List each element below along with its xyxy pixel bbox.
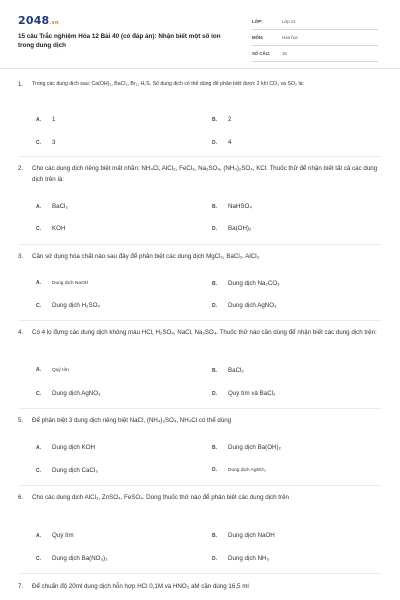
option-text: 1 xyxy=(52,116,56,123)
question-stem xyxy=(18,493,382,504)
option-letter: D. xyxy=(212,391,217,397)
meta-box xyxy=(252,14,378,62)
question-stem xyxy=(18,582,382,593)
question-text: Để chuẩn độ 20ml dung dịch hỗn hợp HCl 0,1M và HNO₃ aM cần dùng 16,5 ml xyxy=(32,583,249,590)
option-letter: D. xyxy=(212,303,217,309)
question-number: 3. xyxy=(18,253,24,260)
question-5 xyxy=(18,416,382,427)
option-letter: C. xyxy=(36,226,41,232)
option-b[interactable] xyxy=(212,367,244,374)
option-letter: C. xyxy=(36,468,41,474)
option-letter: C. xyxy=(36,303,41,309)
option-text: Dung dịch NH₃ xyxy=(228,555,270,562)
option-text: Dung dịch NaOH xyxy=(52,281,89,286)
option-a[interactable] xyxy=(36,532,74,539)
option-text: 2 xyxy=(228,116,232,123)
question-1 xyxy=(18,80,382,91)
question-number: 4. xyxy=(18,329,24,336)
option-letter: D. xyxy=(212,556,217,562)
question-2 xyxy=(18,164,382,185)
question-6 xyxy=(18,493,382,504)
question-4 xyxy=(18,328,382,339)
option-letter: B. xyxy=(212,445,217,451)
header-divider xyxy=(0,68,400,69)
option-letter: C. xyxy=(36,556,41,562)
option-b[interactable] xyxy=(212,280,280,287)
question-number: 1. xyxy=(18,81,24,88)
meta-key: SỐ CÂU: xyxy=(252,51,271,56)
meta-row-count xyxy=(252,46,378,62)
question-number: 7. xyxy=(18,583,24,590)
option-letter: B. xyxy=(212,204,217,210)
option-letter: B. xyxy=(212,281,217,287)
question-text: Cho các dung dịch AlCl₃, ZnSO₄, FeSO₄. Dùng thuốc thử nào để phân biệt các dung dịch trên xyxy=(32,494,289,501)
question-text: Cho các dung dịch riêng biệt mất nhãn: NH₄Cl, AlCl₃, FeCl₃, Na₂SO₄, (NH₄)₂SO₄, KCl. Thuốc thử để nhận biết tất cả các dung dịch trên là: xyxy=(32,165,378,183)
option-text: Dung dịch KOH xyxy=(52,444,95,451)
option-letter: D. xyxy=(212,467,217,473)
meta-value: Hóa học xyxy=(282,35,299,40)
option-text: Dung dịch H₂SO₄ xyxy=(52,302,100,309)
option-text: Dung dịch Ba(NO₃)₂ xyxy=(52,555,108,562)
question-stem xyxy=(18,252,382,263)
option-d[interactable] xyxy=(212,139,231,146)
option-letter: B. xyxy=(212,117,217,123)
option-text: BaCl₂ xyxy=(228,367,244,374)
option-c[interactable] xyxy=(36,139,55,146)
meta-row-subject xyxy=(252,30,378,46)
option-letter: A. xyxy=(36,367,41,373)
option-b[interactable] xyxy=(212,532,275,539)
question-separator xyxy=(18,573,382,574)
option-a[interactable] xyxy=(36,116,55,123)
option-d[interactable] xyxy=(212,467,266,473)
option-text: Dung dịch CaCl₂ xyxy=(52,467,98,474)
question-text: Cần sử dụng hóa chất nào sau đây để phân biệt các dung dịch MgCl₂, BaCl₂, AlCl₃ xyxy=(32,253,260,260)
page-title: 15 câu Trắc nghiệm Hóa 12 Bài 40 (có đáp án): Nhận biết một số ion trong dung dịch xyxy=(18,33,221,49)
question-text: Có 4 lọ đựng các dung dịch không màu HCl, H₂SO₄, NaCl, Na₂SO₄. Thuốc thử nào cần dùng để nhận biết các dung dịch trên: xyxy=(32,329,377,336)
option-letter: D. xyxy=(212,140,217,146)
option-letter: A. xyxy=(36,280,41,286)
question-separator xyxy=(18,320,382,321)
logo-text: 2048 xyxy=(18,14,50,27)
option-a[interactable] xyxy=(36,367,69,373)
question-separator xyxy=(18,156,382,157)
option-text: KOH xyxy=(52,225,66,232)
meta-key: LỚP: xyxy=(252,19,263,24)
option-text: NaHSO₄ xyxy=(228,203,252,210)
site-logo[interactable] xyxy=(18,14,59,27)
option-text: Dung dịch AgNO₃ xyxy=(52,390,101,397)
option-a[interactable] xyxy=(36,444,95,451)
option-text: Dung dịch AgNO₃ xyxy=(228,302,277,309)
option-letter: A. xyxy=(36,445,41,451)
question-separator xyxy=(18,244,382,245)
option-letter: A. xyxy=(36,204,41,210)
question-text: Để phân biệt 3 dung dịch riêng biệt NaCl, (NH₄)₂SO₄, NH₄Cl có thể dùng xyxy=(32,417,232,424)
option-c[interactable] xyxy=(36,390,101,397)
option-text: Quỳ tím xyxy=(52,532,74,539)
option-a[interactable] xyxy=(36,280,88,286)
option-text: Quỳ tím và BaCl₂ xyxy=(228,390,276,397)
question-stem xyxy=(18,80,382,91)
option-c[interactable] xyxy=(36,225,65,232)
question-number: 2. xyxy=(18,165,24,172)
option-d[interactable] xyxy=(212,390,275,397)
option-letter: B. xyxy=(212,533,217,539)
question-number: 5. xyxy=(18,417,24,424)
question-separator xyxy=(18,485,382,486)
question-stem xyxy=(18,164,382,185)
question-stem xyxy=(18,328,382,339)
question-7 xyxy=(18,582,382,593)
option-text: Ba(OH)₂ xyxy=(228,225,252,232)
meta-row-grade xyxy=(252,14,378,30)
question-separator xyxy=(18,408,382,409)
option-d[interactable] xyxy=(212,225,251,232)
option-text: 4 xyxy=(228,139,232,146)
option-c[interactable] xyxy=(36,555,107,562)
meta-value: Lớp 12 xyxy=(282,19,296,24)
logo-domain: .vn xyxy=(49,20,59,26)
option-d[interactable] xyxy=(212,555,269,562)
option-text: Dung dịch NaOH xyxy=(228,532,275,539)
option-a[interactable] xyxy=(36,203,68,210)
question-number: 6. xyxy=(18,494,24,501)
option-c[interactable] xyxy=(36,467,98,474)
option-text: Quỳ tím xyxy=(52,368,69,373)
option-text: Dung dịch Na₂CO₃ xyxy=(228,280,280,287)
option-letter: D. xyxy=(212,226,217,232)
question-stem xyxy=(18,416,382,427)
option-b[interactable] xyxy=(212,444,281,451)
meta-value: 15 xyxy=(282,51,287,56)
option-letter: A. xyxy=(36,117,41,123)
option-b[interactable] xyxy=(212,203,252,210)
meta-key: MÔN: xyxy=(252,35,264,40)
option-c[interactable] xyxy=(36,302,100,309)
option-d[interactable] xyxy=(212,302,277,309)
option-text: BaCl₂ xyxy=(52,203,68,210)
question-3 xyxy=(18,252,382,263)
option-letter: B. xyxy=(212,368,217,374)
option-text: Dung dịch Ba(OH)₂ xyxy=(228,444,281,451)
option-text: 3 xyxy=(52,139,56,146)
option-letter: A. xyxy=(36,533,41,539)
option-letter: C. xyxy=(36,140,41,146)
option-text: Dung dịch AgNO₃ xyxy=(228,468,266,473)
option-letter: C. xyxy=(36,391,41,397)
option-b[interactable] xyxy=(212,116,231,123)
question-text: Trong các dung dịch sau: Ca(OH)₂, BaCl₂, Br₂, H₂S. Số dung dịch có thể dùng để phân biệt được 2 khí CO₂ và SO₂ là: xyxy=(32,81,304,87)
